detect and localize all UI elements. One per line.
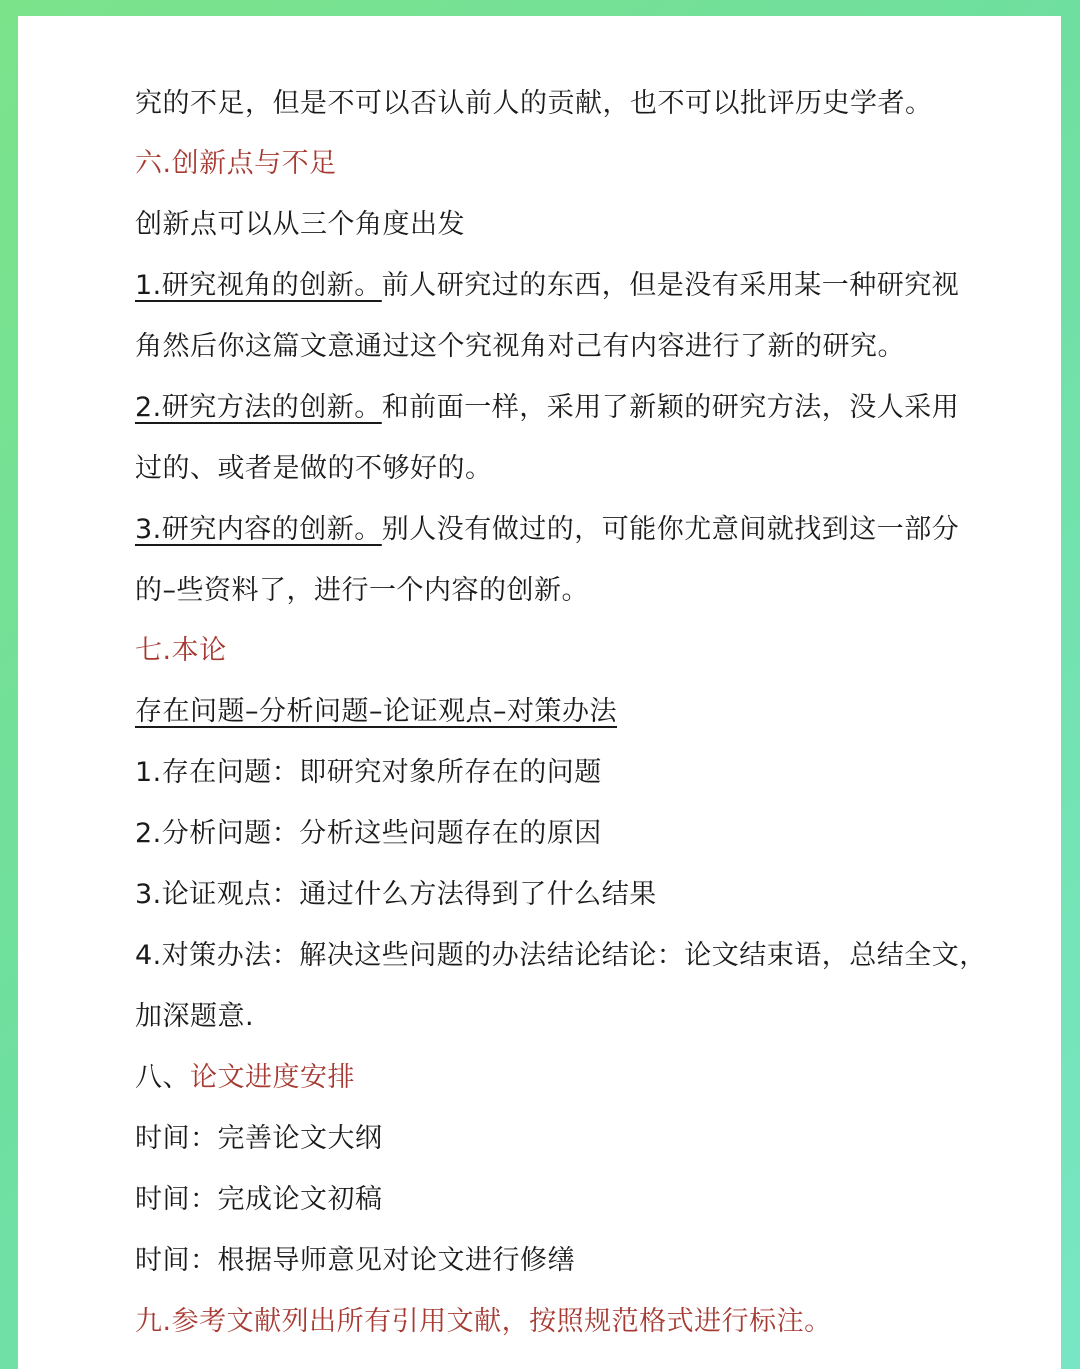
point-method-continued: 过的、或者是做的不够好的。 — [135, 453, 493, 484]
section-title: 论文进度安排 — [190, 1062, 355, 1093]
point-method-text: 和前面一样，采用了新颖的研究方法，没人采用 — [381, 392, 960, 423]
section-number: 八、 — [135, 1062, 190, 1093]
list-item-problem: 1.存在问题：即研究对象所存在的问题 — [135, 757, 602, 788]
point-perspective-continued: 角然后你这篇文意通过这个究视角对己有内容进行了新的研究。 — [135, 331, 905, 362]
point-perspective-lead: 1.研究视角的创新。 — [135, 270, 382, 301]
point-content — [135, 510, 959, 550]
text-line-innovation-intro: 创新点可以从三个角度出发 — [135, 209, 465, 240]
document-page — [18, 16, 1061, 1369]
point-method-lead: 2.研究方法的创新。 — [135, 392, 382, 423]
point-content-continued: 的–些资料了，进行一个内容的创新。 — [135, 575, 589, 606]
point-perspective — [135, 266, 959, 306]
list-item-solution-continued: 加深题意. — [135, 1001, 255, 1032]
schedule-item-draft: 时间：完成论文初稿 — [135, 1184, 383, 1215]
point-content-text: 别人没有做过的，可能你尤意间就找到这一部分 — [381, 514, 960, 545]
point-perspective-text: 前人研究过的东西，但是没有采用某一种研究视 — [381, 270, 960, 301]
point-content-lead: 3.研究内容的创新。 — [135, 514, 382, 545]
section-heading-innovation: 六.创新点与不足 — [135, 148, 337, 179]
list-item-argument: 3.论证观点：通过什么方法得到了什么结果 — [135, 879, 657, 910]
section-heading-references: 九.参考文献列出所有引用文献，按照规范格式进行标注。 — [135, 1306, 832, 1337]
list-item-solution: 4.对策办法：解决这些问题的办法结论结论：论文结束语，总结全文， — [135, 940, 987, 971]
section-heading-schedule — [135, 1058, 355, 1098]
list-item-analysis: 2.分析问题：分析这些问题存在的原因 — [135, 818, 602, 849]
point-method — [135, 388, 959, 428]
schedule-item-outline: 时间：完善论文大纲 — [135, 1123, 383, 1154]
section-heading-main-body: 七.本论 — [135, 635, 227, 666]
text-line-contribution: 究的不足，但是不可以否认前人的贡献，也不可以批评历史学者。 — [135, 88, 933, 119]
schedule-item-revision: 时间：根据导师意见对论文进行修缮 — [135, 1245, 575, 1276]
main-body-chain: 存在问题–分析问题–论证观点–对策办法 — [135, 696, 617, 727]
